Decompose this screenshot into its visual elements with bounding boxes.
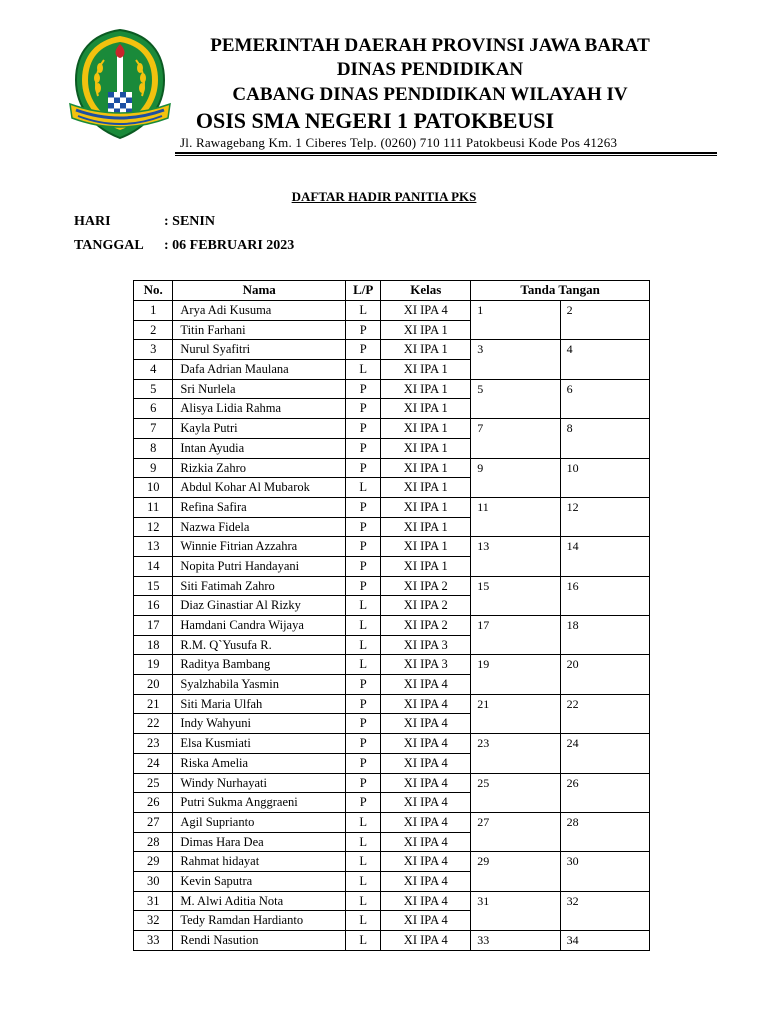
signature-box[interactable]: 16	[560, 576, 649, 615]
row-lp: P	[346, 458, 381, 478]
row-no: 11	[134, 497, 173, 517]
letterhead-line-2: DINAS PENDIDIKAN	[336, 59, 524, 80]
row-kelas: XI IPA 4	[381, 301, 471, 321]
signature-box[interactable]: 18	[560, 616, 649, 655]
row-lp: P	[346, 734, 381, 754]
row-no: 20	[134, 675, 173, 695]
row-no: 13	[134, 537, 173, 557]
header-kelas: Kelas	[381, 281, 471, 301]
row-lp: P	[346, 497, 381, 517]
signature-box[interactable]: 4	[560, 340, 649, 379]
row-lp: P	[346, 399, 381, 419]
row-lp: P	[346, 694, 381, 714]
row-lp: L	[346, 301, 381, 321]
row-nama: Rendi Nasution	[173, 931, 346, 951]
row-kelas: XI IPA 4	[381, 675, 471, 695]
row-nama: Riska Amelia	[173, 753, 346, 773]
row-no: 7	[134, 419, 173, 439]
document-title: DAFTAR HADIR PANITIA PKS	[291, 189, 477, 204]
table-row	[134, 576, 650, 596]
letterhead-line-1: PEMERINTAH DAERAH PROVINSI JAWA BARAT	[210, 35, 650, 56]
table-row	[134, 458, 650, 478]
header-tanda-tangan: Tanda Tangan	[471, 281, 650, 301]
row-nama: Siti Maria Ulfah	[173, 694, 346, 714]
signature-box[interactable]: 24	[560, 734, 649, 773]
row-lp: P	[346, 753, 381, 773]
row-lp: L	[346, 596, 381, 616]
row-kelas: XI IPA 1	[381, 517, 471, 537]
row-kelas: XI IPA 4	[381, 891, 471, 911]
row-kelas: XI IPA 1	[381, 556, 471, 576]
header-lp: L/P	[346, 281, 381, 301]
row-lp: L	[346, 812, 381, 832]
row-lp: P	[346, 517, 381, 537]
signature-box[interactable]: 8	[560, 419, 649, 458]
table-row	[134, 734, 650, 754]
row-nama: Abdul Kohar Al Mubarok	[173, 478, 346, 498]
table-row	[134, 537, 650, 557]
row-nama: Rizkia Zahro	[173, 458, 346, 478]
row-nama: M. Alwi Aditia Nota	[173, 891, 346, 911]
row-lp: L	[346, 871, 381, 891]
signature-box[interactable]: 19	[471, 655, 560, 694]
row-lp: P	[346, 714, 381, 734]
row-no: 4	[134, 360, 173, 380]
signature-box[interactable]: 34	[560, 931, 649, 951]
row-no: 14	[134, 556, 173, 576]
attendance-table	[133, 280, 650, 951]
row-kelas: XI IPA 4	[381, 852, 471, 872]
meta-tanggal	[74, 238, 294, 254]
row-lp: L	[346, 616, 381, 636]
signature-box[interactable]: 10	[560, 458, 649, 497]
row-nama: R.M. Q`Yusufa R.	[173, 635, 346, 655]
row-kelas: XI IPA 2	[381, 576, 471, 596]
row-kelas: XI IPA 4	[381, 793, 471, 813]
row-lp: P	[346, 793, 381, 813]
signature-box[interactable]: 17	[471, 616, 560, 655]
table-header-row	[134, 281, 650, 301]
signature-box[interactable]: 15	[471, 576, 560, 615]
signature-box[interactable]: 6	[560, 379, 649, 418]
signature-box[interactable]: 14	[560, 537, 649, 576]
row-kelas: XI IPA 1	[381, 340, 471, 360]
tanggal-value: : 06 FEBRUARI 2023	[164, 238, 295, 253]
row-lp: P	[346, 773, 381, 793]
row-no: 25	[134, 773, 173, 793]
signature-box[interactable]: 28	[560, 812, 649, 851]
signature-box[interactable]: 25	[471, 773, 560, 812]
signature-box[interactable]: 2	[560, 301, 649, 340]
signature-box[interactable]: 26	[560, 773, 649, 812]
row-kelas: XI IPA 2	[381, 616, 471, 636]
row-kelas: XI IPA 4	[381, 753, 471, 773]
row-no: 24	[134, 753, 173, 773]
row-no: 5	[134, 379, 173, 399]
letterhead	[180, 34, 680, 135]
row-nama: Indy Wahyuni	[173, 714, 346, 734]
row-lp: P	[346, 556, 381, 576]
table-row	[134, 931, 650, 951]
meta-hari	[74, 214, 215, 230]
row-nama: Refina Safira	[173, 497, 346, 517]
row-lp: L	[346, 655, 381, 675]
row-kelas: XI IPA 1	[381, 497, 471, 517]
row-kelas: XI IPA 1	[381, 438, 471, 458]
row-no: 6	[134, 399, 173, 419]
signature-box[interactable]: 33	[471, 931, 560, 951]
table-row	[134, 340, 650, 360]
row-kelas: XI IPA 4	[381, 871, 471, 891]
row-kelas: XI IPA 4	[381, 911, 471, 931]
signature-box[interactable]: 7	[471, 419, 560, 458]
signature-box[interactable]: 13	[471, 537, 560, 576]
row-kelas: XI IPA 4	[381, 694, 471, 714]
row-nama: Agil Suprianto	[173, 812, 346, 832]
table-row	[134, 655, 650, 675]
table-row	[134, 891, 650, 911]
signature-box[interactable]: 22	[560, 694, 649, 733]
signature-box[interactable]: 11	[471, 497, 560, 536]
row-lp: P	[346, 379, 381, 399]
row-nama: Nazwa Fidela	[173, 517, 346, 537]
row-kelas: XI IPA 3	[381, 635, 471, 655]
row-kelas: XI IPA 1	[381, 399, 471, 419]
row-nama: Hamdani Candra Wijaya	[173, 616, 346, 636]
row-lp: P	[346, 675, 381, 695]
signature-box[interactable]: 27	[471, 812, 560, 851]
signature-box[interactable]: 3	[471, 340, 560, 379]
row-kelas: XI IPA 4	[381, 714, 471, 734]
row-kelas: XI IPA 1	[381, 360, 471, 380]
row-nama: Dafa Adrian Maulana	[173, 360, 346, 380]
table-row	[134, 419, 650, 439]
row-kelas: XI IPA 1	[381, 419, 471, 439]
row-nama: Kevin Saputra	[173, 871, 346, 891]
table-row	[134, 694, 650, 714]
row-lp: L	[346, 891, 381, 911]
table-row	[134, 379, 650, 399]
row-lp: P	[346, 419, 381, 439]
row-nama: Windy Nurhayati	[173, 773, 346, 793]
row-nama: Nopita Putri Handayani	[173, 556, 346, 576]
row-no: 1	[134, 301, 173, 321]
row-nama: Intan Ayudia	[173, 438, 346, 458]
row-lp: L	[346, 478, 381, 498]
row-nama: Sri Nurlela	[173, 379, 346, 399]
row-lp: P	[346, 537, 381, 557]
row-nama: Diaz Ginastiar Al Rizky	[173, 596, 346, 616]
row-kelas: XI IPA 3	[381, 655, 471, 675]
letterhead-divider-thin	[175, 155, 717, 156]
row-no: 19	[134, 655, 173, 675]
row-kelas: XI IPA 1	[381, 458, 471, 478]
row-lp: P	[346, 340, 381, 360]
row-lp: P	[346, 320, 381, 340]
letterhead-line-4: OSIS SMA NEGERI 1 PATOKBEUSI	[195, 108, 555, 133]
row-kelas: XI IPA 4	[381, 931, 471, 951]
row-kelas: XI IPA 4	[381, 773, 471, 793]
row-no: 2	[134, 320, 173, 340]
signature-box[interactable]: 5	[471, 379, 560, 418]
row-kelas: XI IPA 4	[381, 812, 471, 832]
row-lp: L	[346, 360, 381, 380]
signature-box[interactable]: 9	[471, 458, 560, 497]
row-lp: P	[346, 576, 381, 596]
row-nama: Syalzhabila Yasmin	[173, 675, 346, 695]
row-nama: Dimas Hara Dea	[173, 832, 346, 852]
letterhead-address: Jl. Rawagebang Km. 1 Ciberes Telp. (0260) 710 111 Patokbeusi Kode Pos 41263	[180, 135, 618, 150]
row-no: 30	[134, 871, 173, 891]
row-no: 31	[134, 891, 173, 911]
table-row	[134, 497, 650, 517]
signature-box[interactable]: 29	[471, 852, 560, 891]
row-kelas: XI IPA 4	[381, 734, 471, 754]
row-kelas: XI IPA 4	[381, 832, 471, 852]
row-lp: L	[346, 852, 381, 872]
signature-box[interactable]: 1	[471, 301, 560, 340]
signature-box[interactable]: 21	[471, 694, 560, 733]
row-no: 23	[134, 734, 173, 754]
row-lp: L	[346, 911, 381, 931]
row-nama: Siti Fatimah Zahro	[173, 576, 346, 596]
row-kelas: XI IPA 1	[381, 379, 471, 399]
row-nama: Elsa Kusmiati	[173, 734, 346, 754]
row-nama: Kayla Putri	[173, 419, 346, 439]
row-lp: P	[346, 438, 381, 458]
row-nama: Rahmat hidayat	[173, 852, 346, 872]
table-row	[134, 852, 650, 872]
row-no: 12	[134, 517, 173, 537]
row-nama: Putri Sukma Anggraeni	[173, 793, 346, 813]
row-kelas: XI IPA 1	[381, 478, 471, 498]
row-no: 3	[134, 340, 173, 360]
row-no: 28	[134, 832, 173, 852]
row-no: 32	[134, 911, 173, 931]
row-no: 10	[134, 478, 173, 498]
header-nama: Nama	[173, 281, 346, 301]
table-row	[134, 616, 650, 636]
row-nama: Alisya Lidia Rahma	[173, 399, 346, 419]
row-no: 21	[134, 694, 173, 714]
signature-box[interactable]: 31	[471, 891, 560, 930]
row-no: 22	[134, 714, 173, 734]
attendance-table-body	[134, 301, 650, 951]
signature-box[interactable]: 32	[560, 891, 649, 930]
row-nama: Arya Adi Kusuma	[173, 301, 346, 321]
row-nama: Raditya Bambang	[173, 655, 346, 675]
letterhead-line-3: CABANG DINAS PENDIDIKAN WILAYAH IV	[232, 84, 628, 105]
row-nama: Winnie Fitrian Azzahra	[173, 537, 346, 557]
row-no: 27	[134, 812, 173, 832]
hari-value: : SENIN	[164, 214, 215, 229]
table-row	[134, 301, 650, 321]
row-no: 26	[134, 793, 173, 813]
table-row	[134, 773, 650, 793]
signature-box[interactable]: 20	[560, 655, 649, 694]
row-lp: L	[346, 635, 381, 655]
header-no: No.	[134, 281, 173, 301]
signature-box[interactable]: 30	[560, 852, 649, 891]
signature-box[interactable]: 12	[560, 497, 649, 536]
row-nama: Tedy Ramdan Hardianto	[173, 911, 346, 931]
row-lp: L	[346, 931, 381, 951]
row-no: 17	[134, 616, 173, 636]
row-no: 8	[134, 438, 173, 458]
row-lp: L	[346, 832, 381, 852]
row-no: 29	[134, 852, 173, 872]
signature-box[interactable]: 23	[471, 734, 560, 773]
row-nama: Titin Farhani	[173, 320, 346, 340]
row-no: 18	[134, 635, 173, 655]
row-no: 33	[134, 931, 173, 951]
row-kelas: XI IPA 2	[381, 596, 471, 616]
row-no: 9	[134, 458, 173, 478]
letterhead-divider	[175, 152, 717, 154]
row-nama: Nurul Syafitri	[173, 340, 346, 360]
table-row	[134, 812, 650, 832]
row-no: 15	[134, 576, 173, 596]
tanggal-label: TANGGAL	[74, 238, 144, 253]
row-no: 16	[134, 596, 173, 616]
row-kelas: XI IPA 1	[381, 320, 471, 340]
hari-label: HARI	[74, 214, 111, 229]
row-kelas: XI IPA 1	[381, 537, 471, 557]
